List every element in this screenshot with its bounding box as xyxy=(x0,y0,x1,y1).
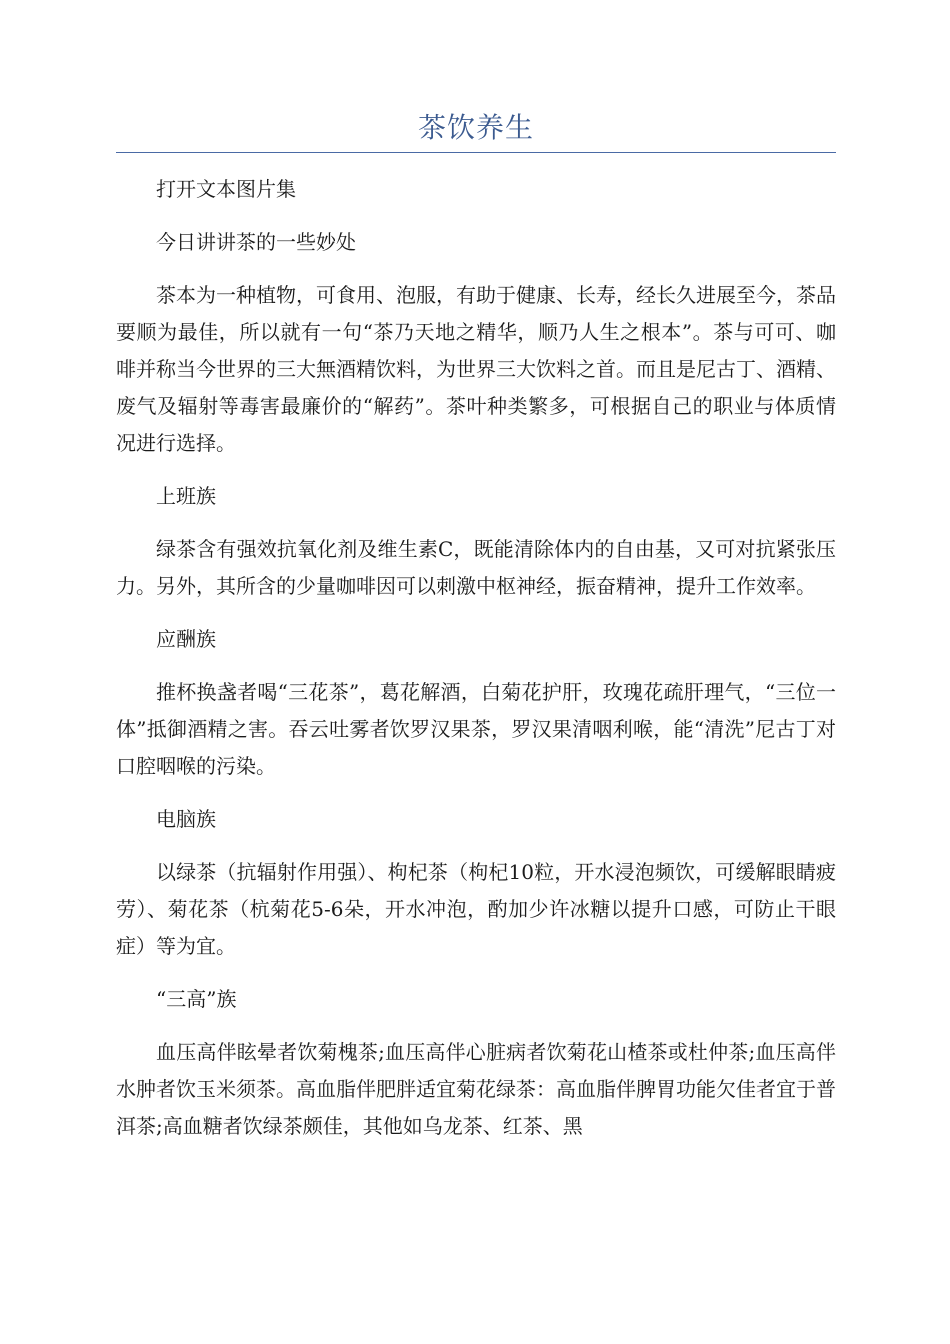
section-heading-computer-users: 电脑族 xyxy=(156,807,216,831)
section-heading-three-highs: “三高”族 xyxy=(156,987,237,1011)
paragraph-office-workers: 绿茶含有强效抗氧化剂及维生素C，既能清除体内的自由基，又可对抗紧张压力。另外，其所含的少量咖啡因可以刺激中枢神经，振奋精神，提升工作效率。 xyxy=(116,537,836,598)
paragraph-subtitle: 今日讲讲茶的一些妙处 xyxy=(156,230,356,254)
paragraph-intro-link: 打开文本图片集 xyxy=(156,177,296,201)
paragraph-three-highs: 血压高伴眩晕者饮菊槐茶;血压高伴心脏病者饮菊花山楂茶或杜仲茶;血压高伴水肿者饮玉米须茶。高血脂伴肥胖适宜菊花绿茶：高血脂伴脾胃功能欠佳者宜于普洱茶;高血糖者饮绿茶颇佳，其他如乌龙茶、红茶、黑 xyxy=(116,1040,836,1138)
document-page xyxy=(116,108,836,1161)
document-title: 茶饮养生 xyxy=(417,111,534,144)
section-heading-socializers: 应酬族 xyxy=(156,627,216,651)
paragraph-tea-overview: 茶本为一种植物，可食用、泡服，有助于健康、长寿，经长久进展至今，茶品要顺为最佳，所以就有一句“茶乃天地之精华，顺乃人生之根本”。茶与可可、咖啡并称当今世界的三大無酒精饮料，为世界三大饮料之首。而且是尼古丁、酒精、废气及辐射等毒害最廉价的“解药”。茶叶种类繁多，可根据自己的职业与体质情况进行选择。 xyxy=(116,283,836,455)
paragraph-socializers: 推杯换盏者喝“三花茶”，葛花解酒，白菊花护肝，玫瑰花疏肝理气，“三位一体”抵御酒精之害。吞云吐雾者饮罗汉果茶，罗汉果清咽利喉，能“清洗”尼古丁对口腔咽喉的污染。 xyxy=(116,680,836,778)
section-heading-office-workers: 上班族 xyxy=(156,484,216,508)
paragraph-computer-users: 以绿茶（抗辐射作用强）、枸杞茶（枸杞10粒，开水浸泡频饮，可缓解眼睛疲劳）、菊花茶（杭菊花5-6朵，开水冲泡，酌加少许冰糖以提升口感，可防止干眼症）等为宜。 xyxy=(116,860,836,958)
title-underline xyxy=(116,152,836,153)
document-body xyxy=(116,171,836,1145)
